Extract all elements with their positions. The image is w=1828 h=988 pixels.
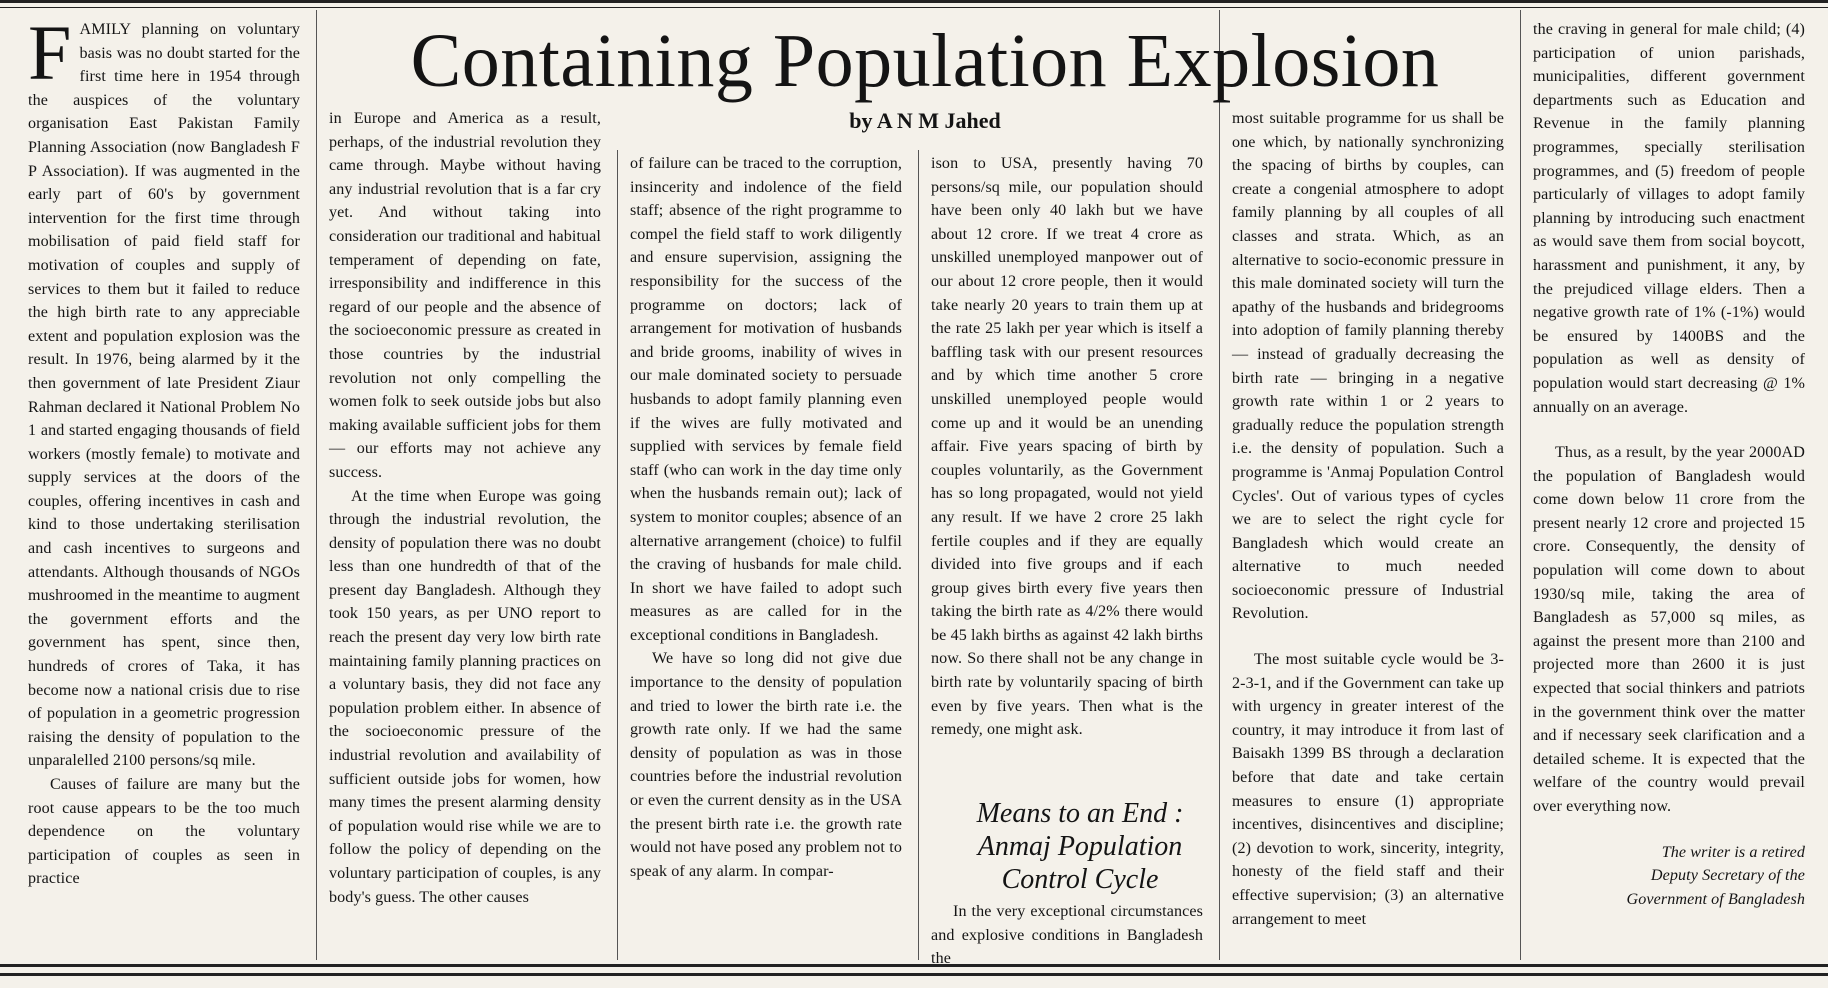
paragraph: the craving in general for male child; (4) participation of union parishads, municipalities, different government departments such as Education and Revenue in the family planning programmes, specially sterilisation programmes, and (5) freedom of people particularly of villages to adopt family planning by introducing such enactment as would save them from social boycott, harassment and punishment, it any, by the prejudiced village elders. Then a negative growth rate of 1% (-1%) would be ensured by 1400BS and the population as well as density of population would start decreasing @ 1% annually on an average. xyxy=(1533,21,1805,416)
bottom-rule xyxy=(0,964,1828,976)
article-column-6 xyxy=(1533,18,1805,958)
article-column-5 xyxy=(1232,107,1504,958)
paragraph: ison to USA, presently having 70 persons/sq mile, our population should have been only 40 lakh but we have about 12 crore. If we treat 4 crore as unskilled unemployed manpower out of our about 12 crore people, then it would take nearly 20 years to train them up at the rate 25 lakh per year which is itself a baffling task with our present resources and by which time another 5 crore unskilled unemployed people would come up and it would be an unending affair. Five years spacing of birth by couples voluntarily, as the Government has so long propagated, would not yield any result. If we have 2 crore 25 lakh fertile couples and if they are equally divided into five groups and if each group gives birth every five years then taking the birth rate as 4/2% there would be 45 lakh births as against 42 lakh births now. So there shall not be any change in birth rate by voluntarily spacing of birth even by five years. Then what is the remedy, one might ask. xyxy=(931,155,1203,739)
article-column-2 xyxy=(329,107,601,958)
article-column-4-continued xyxy=(931,900,1203,968)
paragraph-gap xyxy=(1232,626,1504,648)
paragraph xyxy=(28,9,300,773)
column-divider xyxy=(316,10,317,960)
article-column-1 xyxy=(28,9,300,958)
article-column-4 xyxy=(931,152,1203,794)
column-divider xyxy=(617,150,618,960)
subhead xyxy=(930,797,1230,896)
paragraph: Causes of failure are many but the root cause appears to be the too much dependence on the voluntary participation of couples as seen in practice xyxy=(28,776,300,888)
column-divider xyxy=(1520,10,1521,960)
subhead-line: Control Cycle xyxy=(1001,864,1159,895)
author-credit xyxy=(1533,841,1805,912)
paragraph-gap xyxy=(1533,819,1805,841)
paragraph: in Europe and America as a result, perhaps, of the industrial revolution they came through. Maybe without having any industrial revolution that is a far cry yet. And without taking into consideration our traditional and habitual temperament of depending on fate, irresponsibility and indifference in this regard of our people and the absence of the socioeconomic pressure as created in those countries by the industrial revolution not only compelling the women folk to seek outside jobs but also making available sufficient jobs for them — our efforts may not achieve any success. xyxy=(329,110,601,481)
subhead-line: Means to an End : xyxy=(976,798,1184,829)
paragraph-gap xyxy=(1533,419,1805,441)
byline: by A N M Jahed xyxy=(849,108,1001,133)
paragraph: In the very exceptional circumstances and explosive conditions in Bangladesh the xyxy=(931,903,1203,968)
credit-line: Government of Bangladesh xyxy=(1626,890,1805,908)
top-rule xyxy=(0,0,1828,8)
subhead-line: Anmaj Population xyxy=(977,831,1183,862)
paragraph: of failure can be traced to the corruption, insincerity and indolence of the field staff; absence of the right programme to compel the field staff to work diligently and ensure supervision, assigning the responsibility for the success of the programme on doctors; lack of arrangement for motivation of husbands and bride grooms, inability of wives in our male dominated society to persuade husbands to adopt family planning even if the wives are fully motivated and supplied with services by female field staff (who can work in the day time only when the husbands remain out); lack of system to monitor couples; absence of an alternative arrangement (choice) to fulfil the craving of husbands for male child. In short we have failed to adopt such measures as are called for in the exceptional conditions in Bangladesh. xyxy=(630,155,902,644)
column-divider xyxy=(918,150,919,960)
paragraph: The most suitable cycle would be 3-2-3-1, and if the Government can take up with urgency in greater interest of the country, it may introduce it from last of Baisakh 1399 BS through a declaration before that date and take certain measures to ensure (1) appropriate incentives, disincentives and discipline; (2) devotion to work, sincerity, integrity, honesty of the field staff and their effective supervision; (3) an alternative arrangement to meet xyxy=(1232,651,1504,928)
paragraph-text: AMILY planning on voluntary basis was no doubt started for the first time here in 1954 through the auspices of the voluntary organisation East Pakistan Family Planning Association (now Bangladesh F P Association). If was augmented in the early part of 60's by government intervention for the first time through mobilisation of paid field staff for motivation of couples and supply of services to them but it failed to reduce the high birth rate to any appreciable extent and population explosion was the result. In 1976, being alarmed by it the then government of late President Ziaur Rahman declared it National Problem No 1 and started engaging thousands of field workers (mostly female) to motivate and supply services at the doors of the couples, offering incentives in cash and kind to those undertaking sterilisation and cash incentives to surgeons and attendants. Although thousands of NGOs mushroomed in the meantime to augment the government efforts and the government has spent, since then, hundreds of crores of Taka, it has become now a national crisis due to rise of population in a geometric progression raising the density of population to the unparalelled 2100 persons/sq mile. xyxy=(28,21,300,770)
paragraph: Thus, as a result, by the year 2000AD the population of Bangladesh would come down below 11 crore from the present nearly 12 crore and projected 15 crore. Consequently, the density of population will come down to about 1930/sq mile, taking the area of Bangladesh as 57,000 sq miles, as against the present more than 2100 and projected more than 2600 it is just expected that social thinkers and patriots in the government think over the matter and if necessary seek clarification and a detailed scheme. It is expected that the welfare of the country would prevail over everything now. xyxy=(1533,444,1805,815)
paragraph: We have so long did not give due importance to the density of population and tried to lower the birth rate i.e. the growth rate only. If we had the same density of population as was in those countries before the industrial revolution or even the current density as in the USA the present birth rate i.e. the growth rate would not have posed any problem not to speak of any alarm. In compar- xyxy=(630,650,902,880)
paragraph: At the time when Europe was going through the industrial revolution, the density of population there was no doubt less than one hundredth of that of the present day Bangladesh. Although they took 150 years, as per UNO report to reach the present day very low birth rate maintaining family planning practices on a voluntary basis, they did not face any population problem either. In absence of the socioeconomic pressure of the industrial revolution and availability of sufficient outside jobs for women, how many times the present alarming density of population would rise while we are to follow the policy of depending on the voluntary participation of couples, is any body's guess. The other causes xyxy=(329,487,601,906)
article-column-3 xyxy=(630,152,902,958)
paragraph: most suitable programme for us shall be one which, by nationally synchronizing the spacing of births by couples, can create a congenial atmosphere to adopt family planning by all couples of all classes and strata. Which, as an alternative to socio-economic pressure in this male dominated society will turn the apathy of the husbands and bridegrooms into adoption of family planning thereby — instead of gradually decreasing the birth rate — bringing in a negative growth rate within 1 or 2 years to gradually reduce the population strength i.e. the density of population. Such a programme is 'Anmaj Population Control Cycles'. Out of various types of cycles we are to select the right cycle for Bangladesh which would create an alternative to much needed socioeconomic pressure of Industrial Revolution. xyxy=(1232,110,1504,623)
drop-cap: F xyxy=(28,9,72,96)
headline: Containing Population Explosion xyxy=(410,19,1440,103)
credit-line: Deputy Secretary of the xyxy=(1650,867,1805,885)
credit-line: The writer is a retired xyxy=(1661,843,1805,861)
